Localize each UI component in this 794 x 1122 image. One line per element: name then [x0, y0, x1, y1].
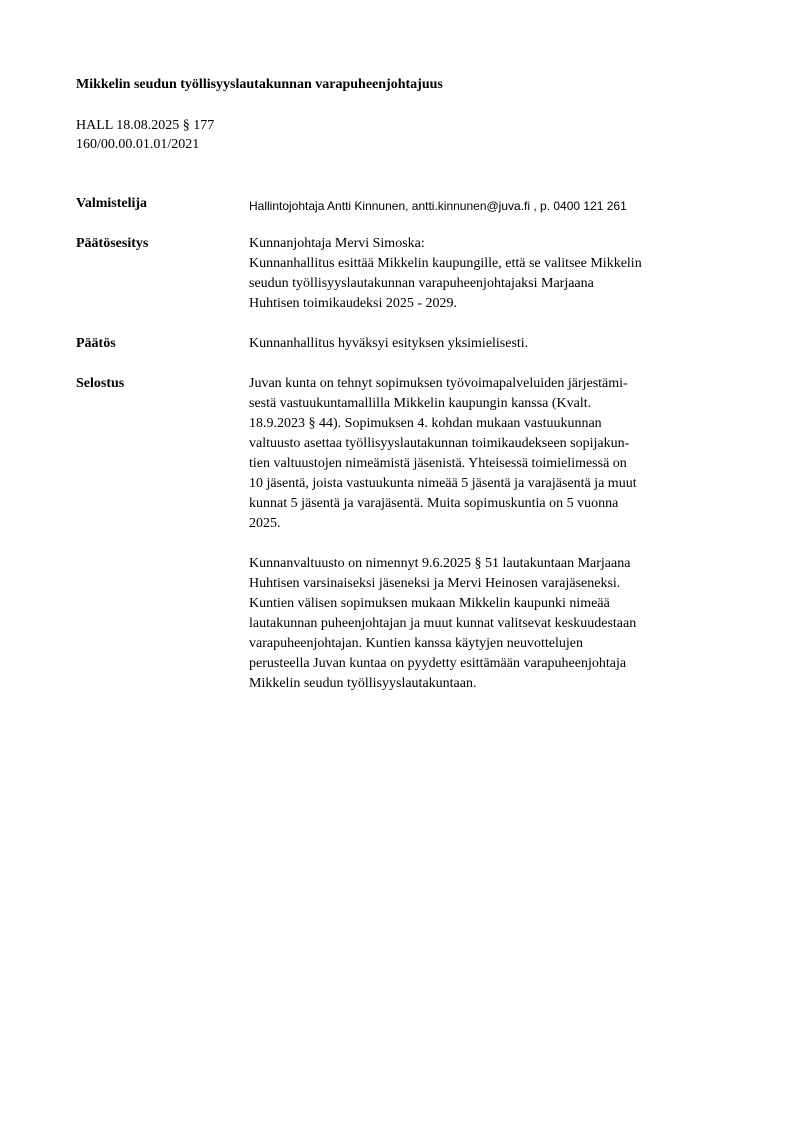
description-line: Kunnanvaltuusto on nimennyt 9.6.2025 § 51 lautakuntaan Marjaana	[249, 556, 631, 571]
description-line: kunnat 5 jäsentä ja varajäsentä. Muita sopimuskuntia on 5 vuonna	[249, 496, 619, 511]
preparer-text: Hallintojohtaja Antti Kinnunen, antti.kinnunen@juva.fi , p. 0400 121 261	[249, 199, 627, 213]
section-content-selostus	[249, 374, 739, 694]
proposal-line: Kunnanjohtaja Mervi Simoska:	[249, 236, 425, 251]
paragraph-spacer	[249, 534, 739, 554]
document-meta	[76, 116, 214, 154]
description-line: Juvan kunta on tehnyt sopimuksen työvoimapalveluiden järjestämi-	[249, 376, 628, 391]
section-content-paatosesitys	[249, 234, 739, 314]
proposal-line: Huhtisen toimikaudeksi 2025 - 2029.	[249, 296, 458, 311]
description-line: 2025.	[249, 516, 281, 531]
description-line: varapuheenjohtajan. Kuntien kanssa käytyjen neuvottelujen	[249, 636, 583, 651]
description-line: perusteella Juvan kuntaa on pyydetty esittämään varapuheenjohtaja	[249, 656, 627, 671]
description-line: Huhtisen varsinaiseksi jäseneksi ja Mervi Heinosen varajäseneksi.	[249, 576, 621, 591]
section-label-selostus: Selostus	[76, 376, 125, 391]
decision-text: Kunnanhallitus hyväksyi esityksen yksimielisesti.	[249, 336, 529, 351]
proposal-line: Kunnanhallitus esittää Mikkelin kaupungille, että se valitsee Mikkelin	[249, 256, 642, 271]
description-line: 18.9.2023 § 44). Sopimuksen 4. kohdan mukaan vastuukunnan	[249, 416, 602, 431]
description-line: 10 jäsentä, joista vastuukunta nimeää 5 jäsentä ja varajäsentä ja muut	[249, 476, 637, 491]
description-line: lautakunnan puheenjohtajan ja muut kunnat valitsevat keskuudestaan	[249, 616, 637, 631]
section-label-valmistelija: Valmistelija	[76, 196, 148, 211]
meeting-reference: HALL 18.08.2025 § 177	[76, 118, 215, 133]
case-number: 160/00.00.01.01/2021	[76, 137, 200, 152]
description-line: sestä vastuukuntamallilla Mikkelin kaupungin kanssa (Kvalt.	[249, 396, 592, 411]
description-line: Mikkelin seudun työllisyyslautakuntaan.	[249, 676, 477, 691]
section-label-paatosesitys: Päätösesitys	[76, 236, 149, 251]
description-line: valtuusto asettaa työllisyyslautakunnan toimikaudekseen sopijakun-	[249, 436, 630, 451]
section-content-paatos	[249, 334, 739, 354]
section-content-valmistelija	[249, 196, 739, 217]
description-line: tien valtuustojen nimeämistä jäsenistä. Yhteisessä toimielimessä on	[249, 456, 627, 471]
description-line: Kuntien välisen sopimuksen mukaan Mikkelin kaupunki nimeää	[249, 596, 610, 611]
section-label-paatos: Päätös	[76, 336, 116, 351]
proposal-line: seudun työllisyyslautakunnan varapuheenjohtajaksi Marjaana	[249, 276, 594, 291]
document-title: Mikkelin seudun työllisyyslautakunnan varapuheenjohtajuus	[76, 77, 443, 92]
